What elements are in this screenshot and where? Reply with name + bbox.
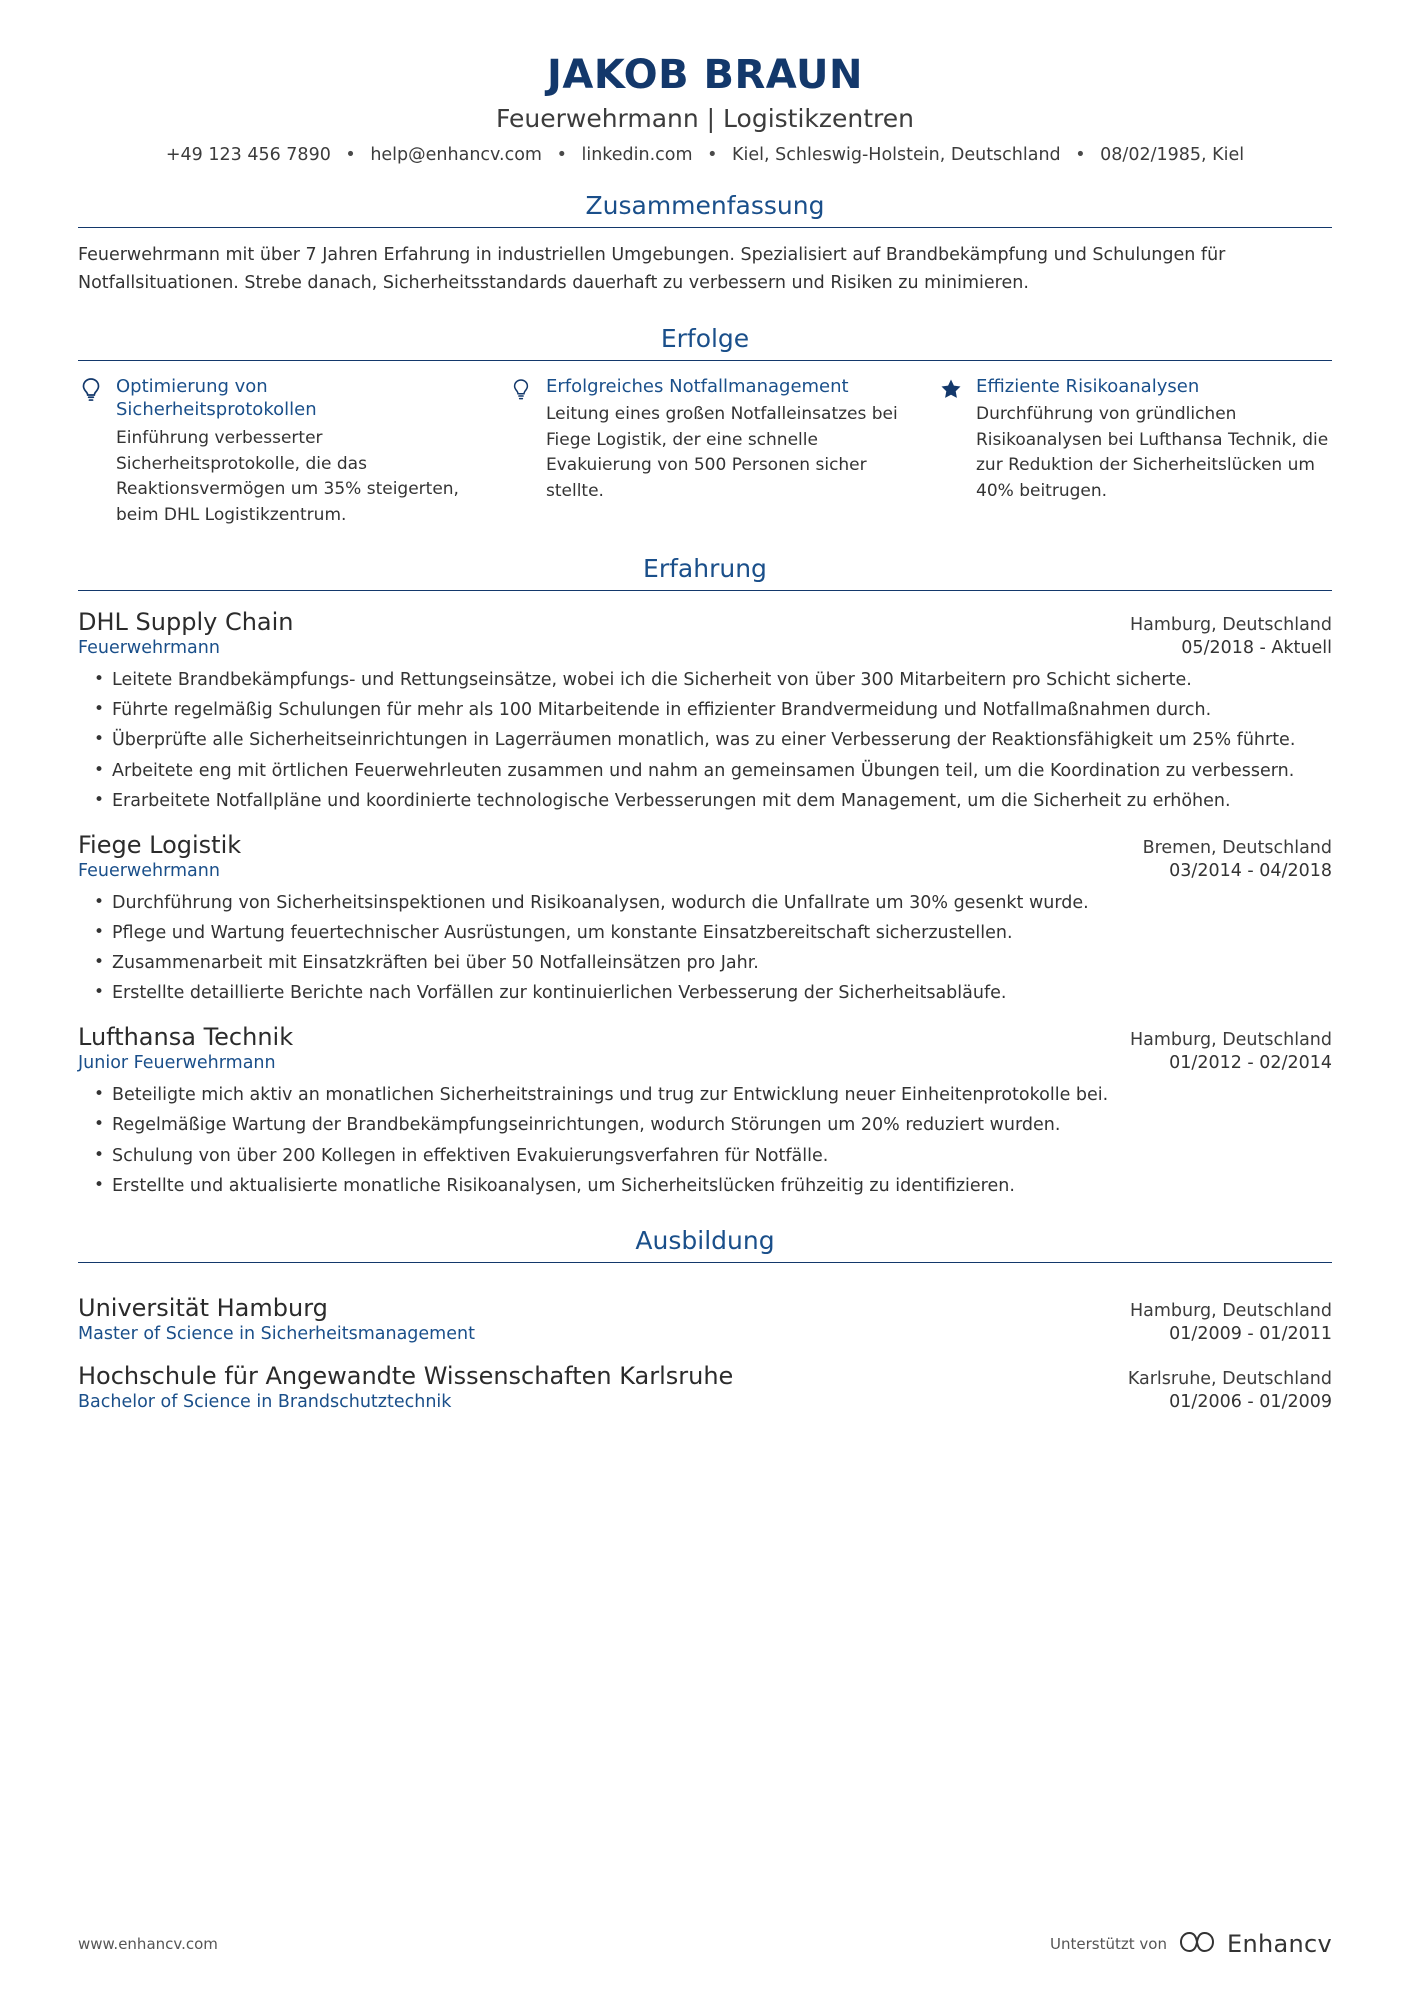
- summary-text: Feuerwehrmann mit über 7 Jahren Erfahrung in industriellen Umgebungen. Spezialisiert auf Brandbekämpfung und Schulungen für Notfallsituationen. Strebe danach, Sicherheitsstandards dauerhaft zu verbessern und Risiken zu minimieren.: [78, 245, 1226, 294]
- responsibility-list: [78, 667, 1332, 815]
- employer-name: Fiege Logistik: [78, 830, 242, 859]
- idea-icon: [508, 375, 534, 402]
- contact-separator: •: [345, 145, 356, 165]
- contact-separator: •: [556, 145, 567, 165]
- list-item: • Leitete Brandbekämpfungs- und Rettungseinsätze, wobei ich die Sicherheit von über 300 Mitarbeitern pro Schicht sicherte.: [112, 667, 1332, 694]
- achievements-grid: [78, 361, 1332, 529]
- job-title: Feuerwehrmann: [78, 638, 220, 659]
- achievement-item: [78, 375, 472, 529]
- section-title-achievements: Erfolge: [78, 324, 1332, 361]
- job-headline: Feuerwehrmann | Logistikzentren: [495, 104, 915, 133]
- list-item: • Erarbeitete Notfallpläne und koordinierte technologische Verbesserungen mit dem Management, um die Sicherheit zu erhöhen.: [112, 788, 1332, 815]
- responsibility-list: [78, 1082, 1332, 1200]
- achievement-title: Effiziente Risikoanalysen: [976, 375, 1200, 397]
- section-experience: [78, 554, 1332, 1200]
- list-item: • Führte regelmäßig Schulungen für mehr als 100 Mitarbeitende in effizienter Brandvermeidung und Notfallmaßnahmen durch.: [112, 697, 1332, 724]
- achievement-item: [938, 375, 1332, 529]
- school-name: Universität Hamburg: [78, 1293, 328, 1322]
- degree-title: Bachelor of Science in Brandschutztechnik: [78, 1391, 452, 1412]
- contact-email[interactable]: help@enhancv.com: [370, 145, 542, 165]
- achievement-description: Durchführung von gründlichen Risikoanalysen bei Lufthansa Technik, die zur Reduktion der Sicherheitslücken um 40% beitrugen.: [976, 404, 1329, 501]
- list-item: • Erstellte und aktualisierte monatliche Risikoanalysen, um Sicherheitslücken frühzeitig zu identifizieren.: [112, 1173, 1332, 1200]
- education-entry: [78, 1294, 1332, 1344]
- school-name: Hochschule für Angewandte Wissenschaften Karlsruhe: [78, 1361, 734, 1390]
- experience-entry: [78, 1023, 1332, 1200]
- section-title-summary: Zusammenfassung: [78, 191, 1332, 228]
- section-title-experience: Erfahrung: [78, 554, 1332, 591]
- school-location: Karlsruhe, Deutschland: [1127, 1368, 1332, 1389]
- page-footer: [78, 1929, 1332, 1959]
- experience-entry: [78, 608, 1332, 815]
- employer-location: Bremen, Deutschland: [1142, 837, 1332, 858]
- contact-linkedin[interactable]: linkedin.com: [581, 145, 693, 165]
- achievement-description: Einführung verbesserter Sicherheitsprotokolle, die das Reaktionsvermögen um 35% steigerten, beim DHL Logistikzentrum.: [116, 428, 459, 525]
- section-title-education: Ausbildung: [78, 1226, 1332, 1263]
- contact-birth: 08/02/1985, Kiel: [1100, 145, 1245, 165]
- list-item: • Schulung von über 200 Kollegen in effektiven Evakuierungsverfahren für Notfälle.: [112, 1143, 1332, 1170]
- contact-location: Kiel, Schleswig-Holstein, Deutschland: [732, 145, 1061, 165]
- job-dates: 05/2018 - Aktuell: [1181, 638, 1332, 659]
- achievement-item: [508, 375, 902, 529]
- job-title: Feuerwehrmann: [78, 860, 220, 881]
- list-item: • Regelmäßige Wartung der Brandbekämpfungseinrichtungen, wodurch Störungen um 20% reduziert wurden.: [112, 1112, 1332, 1139]
- footer-website[interactable]: www.enhancv.com: [78, 1935, 218, 1953]
- lightbulb-icon: [78, 375, 104, 402]
- contact-separator: •: [1075, 145, 1086, 165]
- employer-name: DHL Supply Chain: [78, 608, 294, 637]
- list-item: • Erstellte detaillierte Berichte nach Vorfällen zur kontinuierlichen Verbesserung der Sicherheitsabläufe.: [112, 980, 1332, 1007]
- contact-separator: •: [707, 145, 718, 165]
- contact-phone: +49 123 456 7890: [165, 145, 331, 165]
- list-item: • Arbeitete eng mit örtlichen Feuerwehrleuten zusammen und nahm an gemeinsamen Übungen teil, um die Koordination zu verbessern.: [112, 758, 1332, 785]
- achievement-description: Leitung eines großen Notfalleinsatzes bei Fiege Logistik, der eine schnelle Evakuierung von 500 Personen sicher stellte.: [546, 404, 898, 501]
- achievement-title: Optimierung von Sicherheitsprotokollen: [116, 375, 317, 421]
- job-dates: 03/2014 - 04/2018: [1169, 860, 1332, 881]
- footer-powered-by-label: Unterstützt von: [1050, 1935, 1167, 1953]
- star-icon: [938, 375, 964, 400]
- school-location: Hamburg, Deutschland: [1129, 1300, 1332, 1321]
- enhancv-logo-icon: [1177, 1929, 1217, 1959]
- section-summary: [78, 191, 1332, 298]
- section-achievements: [78, 324, 1332, 529]
- list-item: • Überprüfte alle Sicherheitseinrichtungen in Lagerräumen monatlich, was zu einer Verbesserung der Reaktionsfähigkeit um 25% führte.: [112, 727, 1332, 754]
- employer-location: Hamburg, Deutschland: [1129, 615, 1332, 636]
- list-item: • Zusammenarbeit mit Einsatzkräften bei über 50 Notfalleinsätzen pro Jahr.: [112, 950, 1332, 977]
- degree-dates: 01/2006 - 01/2009: [1169, 1391, 1332, 1412]
- section-education: [78, 1226, 1332, 1412]
- job-dates: 01/2012 - 02/2014: [1169, 1053, 1332, 1074]
- employer-name: Lufthansa Technik: [78, 1023, 294, 1052]
- degree-dates: 01/2009 - 01/2011: [1169, 1323, 1332, 1344]
- contact-row: [78, 145, 1332, 165]
- list-item: • Pflege und Wartung feuertechnischer Ausrüstungen, um konstante Einsatzbereitschaft sicherzustellen.: [112, 920, 1332, 947]
- responsibility-list: [78, 890, 1332, 1008]
- list-item: • Beteiligte mich aktiv an monatlichen Sicherheitstrainings und trug zur Entwicklung neuer Einheitenprotokolle bei.: [112, 1082, 1332, 1109]
- degree-title: Master of Science in Sicherheitsmanagement: [78, 1323, 475, 1344]
- employer-location: Hamburg, Deutschland: [1129, 1030, 1332, 1051]
- achievement-title: Erfolgreiches Notfallmanagement: [546, 375, 849, 397]
- page-title: JAKOB BRAUN: [547, 52, 863, 98]
- list-item: • Durchführung von Sicherheitsinspektionen und Risikoanalysen, wodurch die Unfallrate um 30% gesenkt wurde.: [112, 890, 1332, 917]
- experience-entry: [78, 831, 1332, 1008]
- resume-header: [78, 52, 1332, 165]
- education-entry: [78, 1362, 1332, 1412]
- job-title: Junior Feuerwehrmann: [78, 1053, 276, 1074]
- brand-name: Enhancv: [1226, 1930, 1332, 1958]
